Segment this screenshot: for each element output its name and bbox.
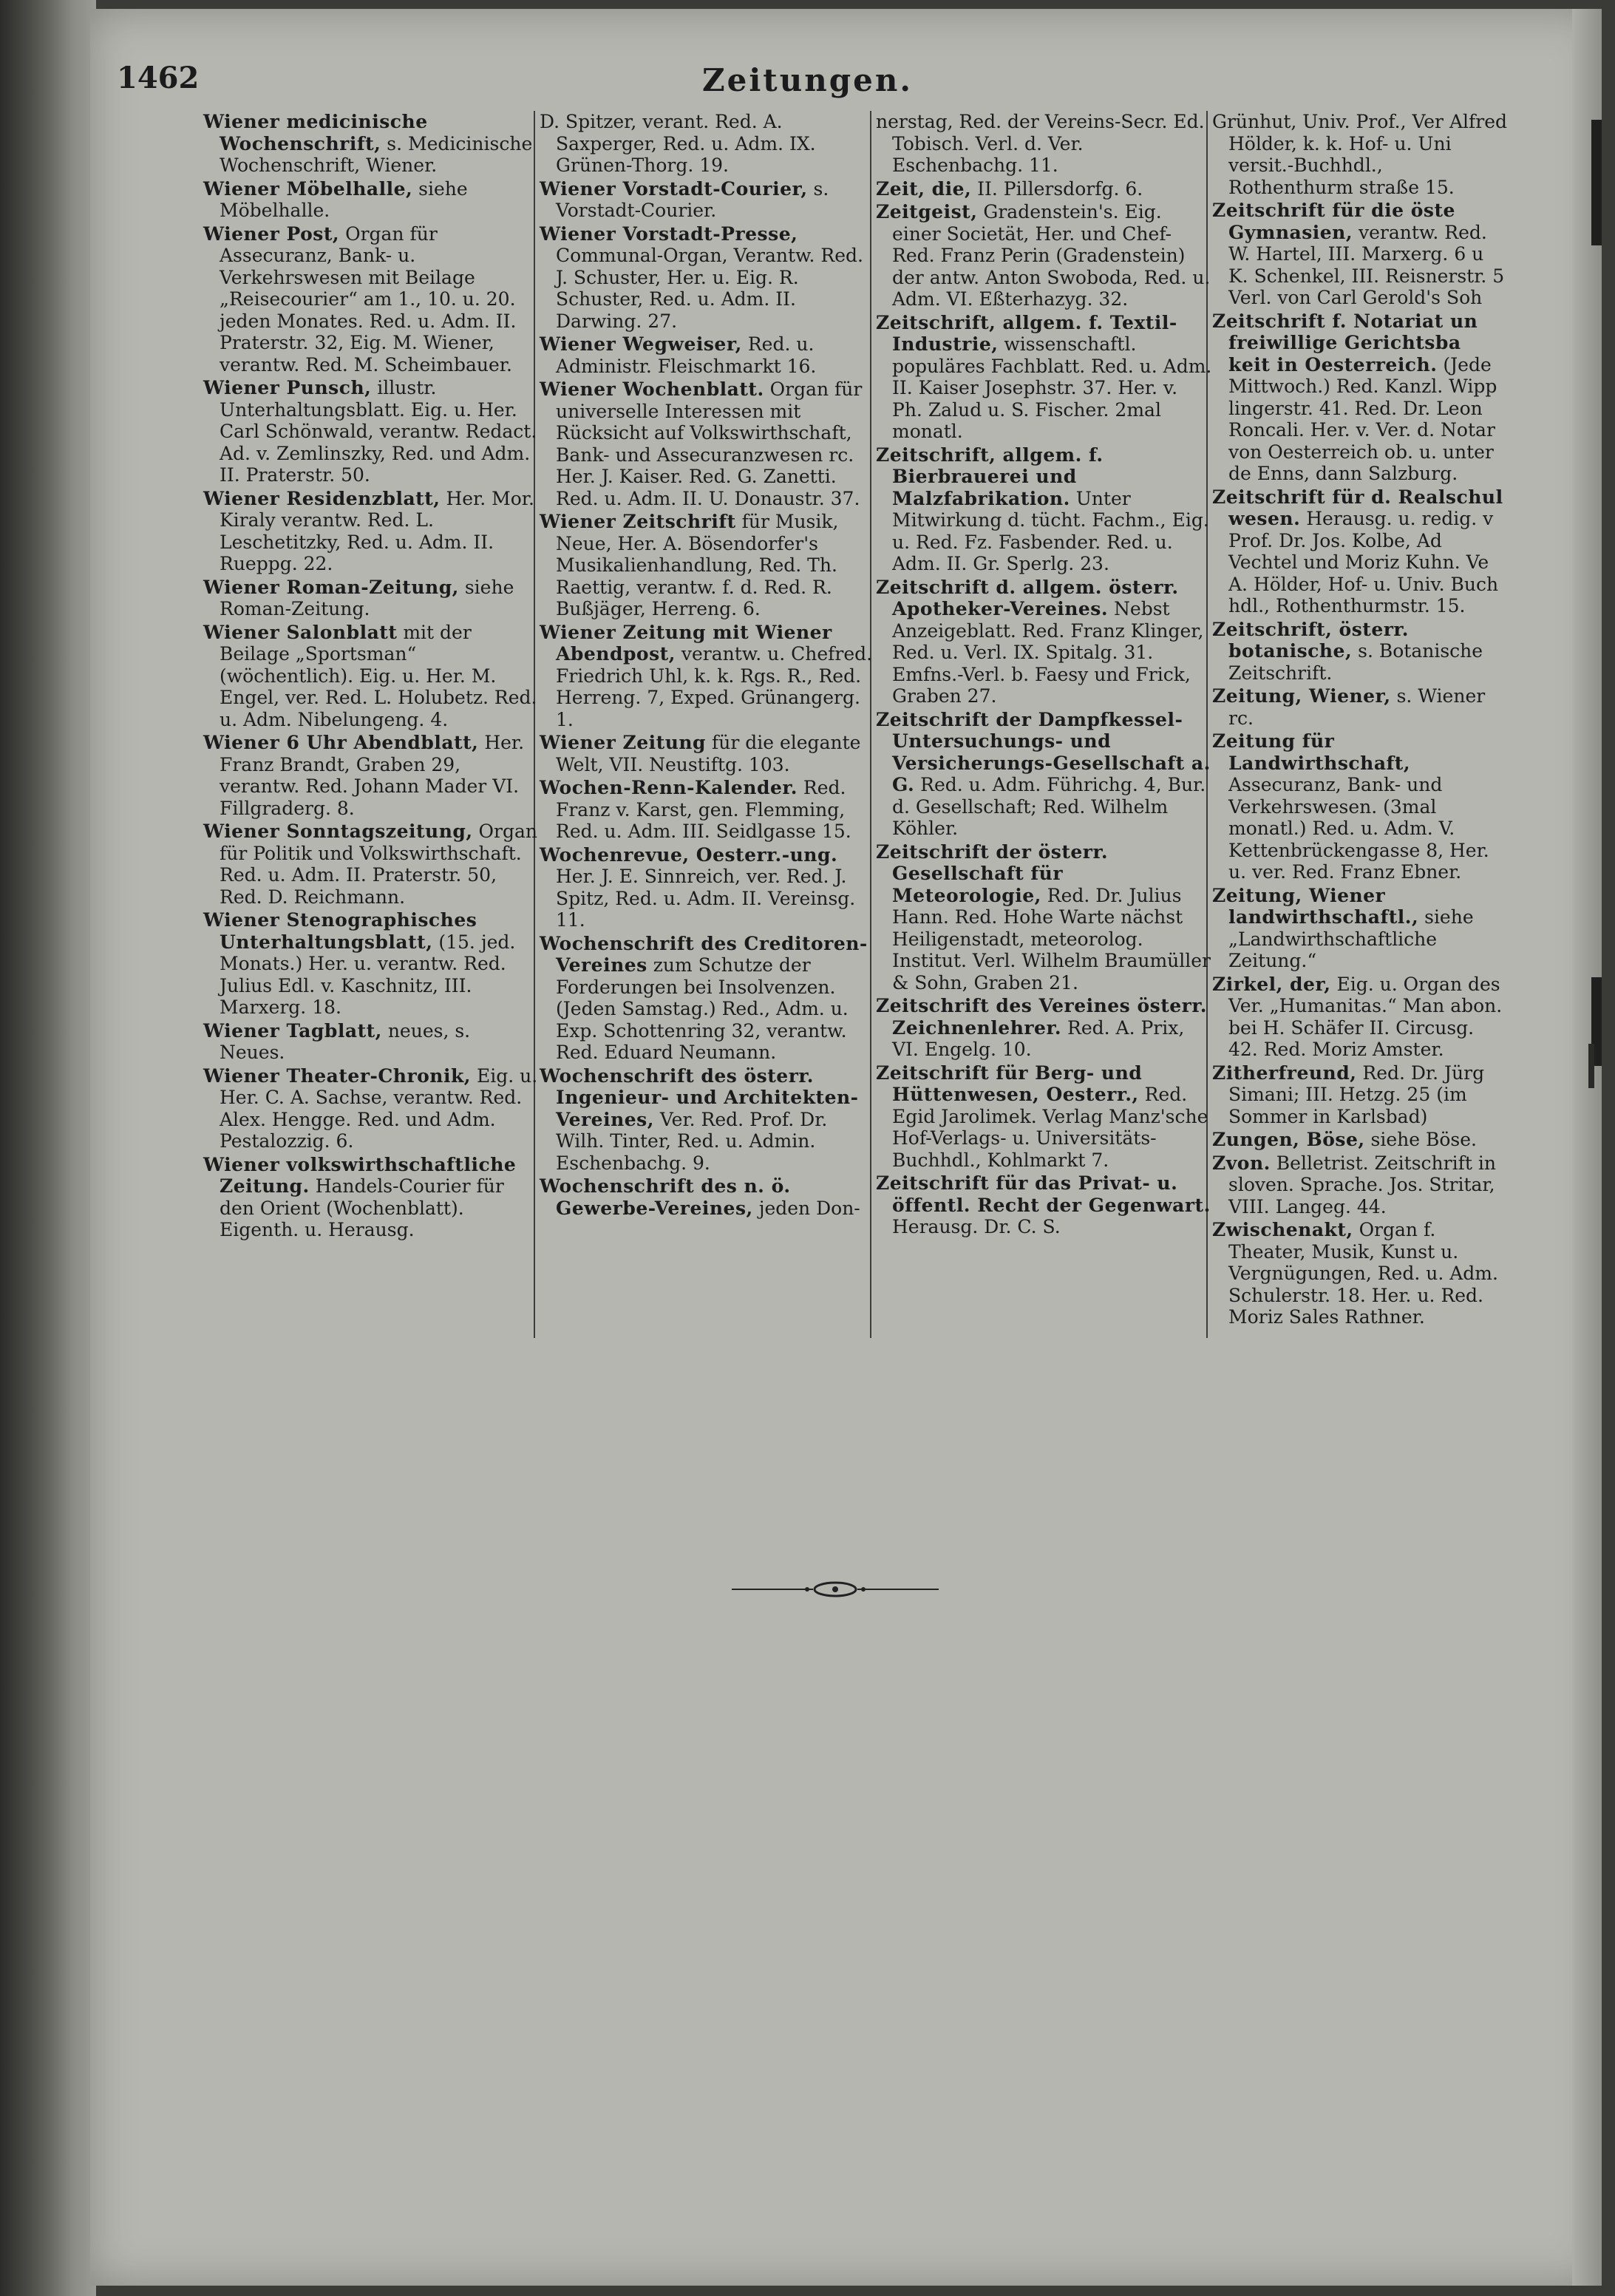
entry-headword: Wiener Vorstadt-Presse, [540, 223, 798, 245]
entry-headword: Zwischenakt, [1212, 1219, 1353, 1240]
entry-headword: Wiener Wegweiser, [540, 333, 742, 355]
directory-entry [876, 1062, 1212, 1172]
directory-entry [540, 378, 876, 509]
directory-entry [876, 841, 1212, 994]
page-number: 1462 [117, 61, 200, 95]
entry-text: siehe Böse. [1370, 1129, 1477, 1150]
entry-headword: Wochenschrift des österr. Ingenieur- und Architekten-Vereines, [540, 1064, 859, 1130]
directory-entry [203, 909, 540, 1019]
entry-text: Organ für universelle Interessen mit Rücksicht auf Volkswirthschaft, Bank- und Assecuranzwesen rc. Her. J. Kaiser. Red. G. Zanetti. Red. u. Adm. II. U. Donaustr. 37. [556, 378, 863, 509]
entry-text: II. Pillersdorfg. 6. [977, 177, 1143, 200]
entry-headword: Zeitschrift f. Notariat un freiwillige Gerichtsba keit in Oesterreich. [1212, 310, 1478, 376]
entry-text: s. Wiener rc. [1228, 685, 1486, 729]
entry-text: siehe Möbelhalle. [220, 177, 468, 221]
entry-text: Her. Mor. Kiraly verantw. Red. L. Leschetitzky, Red. u. Adm. II. Rueppg. 22. [220, 487, 534, 574]
entry-text: Red. u. Administr. Fleischmarkt 16. [556, 333, 817, 377]
directory-entry [1212, 619, 1508, 685]
entry-headword: Zeitschrift für das Privat- u. öffentl. Recht der Gegenwart. [876, 1172, 1211, 1216]
directory-entry [203, 111, 540, 177]
column-3 [876, 111, 1212, 1240]
entry-text: wissenschaftl. populäres Fachblatt. Red. u. Adm. II. Kaiser Josephstr. 37. Her. v. Ph. Zalud u. S. Fischer. 2mal monatl. [892, 333, 1212, 442]
entry-text: mit der Beilage „Sportsman“ (wöchentlich). Eig. u. Her. M. Engel, ver. Red. L. Holubetz. Red. u. Adm. Nibelungeng. 4. [220, 621, 537, 730]
directory-entry [540, 178, 876, 222]
directory-entry [1212, 885, 1508, 972]
directory-entry [1212, 1152, 1508, 1218]
entry-text: Handels-Courier für den Orient (Wochenblatt). Eigenth. u. Herausg. [220, 1175, 504, 1240]
directory-entry [540, 511, 876, 620]
entry-text: jeden Don- [758, 1197, 860, 1219]
entry-text: für die elegante Welt, VII. Neustiftg. 103. [556, 732, 861, 775]
entry-text: Assecuranz, Bank- und Verkehrswesen. (3mal monatl.) Red. u. Adm. V. Kettenbrückengasse 8, Her. u. ver. Red. Franz Ebner. [1228, 774, 1489, 883]
entry-text: Organ für Assecuranz, Bank- u. Verkehrswesen mit Beilage „Reisecourier“ am 1., 10. u. 20. jeden Monates. Red. u. Adm. II. Praterstr. 32, Eig. M. Wiener, verantw. Red. M. Scheimbauer. [220, 223, 517, 376]
directory-entry [876, 178, 1212, 200]
entry-text: Ver. Red. Prof. Dr. Wilh. Tinter, Red. u. Admin. Eschenbachg. 9. [556, 1108, 828, 1174]
entry-headword: Zeitschrift, allgem. f. Textil-Industrie, [876, 311, 1177, 355]
thumb-index-tab [1588, 1044, 1594, 1088]
directory-entry [876, 995, 1212, 1061]
directory-entry [203, 732, 540, 819]
directory-entry [1212, 1062, 1508, 1128]
directory-entry [876, 201, 1212, 310]
entry-text: verantw. u. Chefred. Friedrich Uhl, k. k. Rgs. R., Red. Herreng. 7, Exped. Grünangerg. 1. [556, 643, 873, 730]
directory-entry [1212, 974, 1508, 1061]
directory-entry [876, 577, 1212, 707]
entry-text: (15. jed. Monats.) Her. u. verantw. Red. Julius Edl. v. Kaschnitz, III. Marxerg. 18. [220, 931, 516, 1018]
book-edge [0, 0, 96, 2296]
directory-entry [203, 622, 540, 731]
entry-text: Gradenstein's. Eig. einer Societät, Her. und Chef-Red. Franz Perin (Gradenstein) der antw. Anton Swoboda, Red. u. Adm. VI. Eßterhazyg. 32. [892, 201, 1211, 310]
entry-headword: Zeit, die, [876, 177, 972, 200]
entry-headword: Wochenschrift des Creditoren-Vereines [540, 932, 868, 976]
entry-text: Unter Mitwirkung d. tücht. Fachm., Eig. u. Red. Fz. Fasbender. Red. u. Adm. II. Gr. Sperlg. 23. [892, 487, 1209, 574]
entry-headword: Zeitschrift für Berg- und Hüttenwesen, Oesterr., [876, 1062, 1143, 1105]
entry-text: D. Spitzer, verant. Red. A. Saxperger, Red. u. Adm. IX. Grünen-Thorg. 19. [540, 111, 816, 176]
directory-entry [203, 377, 540, 486]
entry-headword: Wiener 6 Uhr Abendblatt, [203, 732, 479, 753]
directory-entry [203, 1065, 540, 1152]
directory-entry [1212, 685, 1508, 729]
entry-text: Organ für Politik und Volkswirthschaft. Red. u. Adm. II. Praterstr. 50, Red. D. Reichmann. [220, 821, 537, 908]
entry-headword: Zeitung, Wiener, [1212, 685, 1391, 707]
directory-entry [540, 622, 876, 731]
entry-text: siehe Roman-Zeitung. [220, 576, 514, 619]
entry-headword: Wiener Zeitung mit Wiener Abendpost, [540, 621, 832, 665]
entry-headword: Zvon. [1212, 1152, 1271, 1174]
entry-headword: Zeitschrift für die öste Gymnasien, [1212, 200, 1455, 243]
directory-entry [203, 1020, 540, 1064]
entry-text: Organ f. Theater, Musik, Kunst u. Vergnügungen, Red. u. Adm. Schulerstr. 18. Her. u. Red. Moriz Sales Rathner. [1228, 1219, 1498, 1328]
column-1 [203, 111, 540, 1243]
entry-headword: Zeitschrift des Vereines österr. Zeichnenlehrer. [876, 995, 1207, 1039]
entry-text: Grünhut, Univ. Prof., Ver Alfred Hölder, k. k. Hof- u. Uni versit.-Buchhdl., Rothenthurm straße 15. [1212, 111, 1508, 198]
page-gutter-shadow [1572, 9, 1602, 2286]
entry-headword: Zeitschrift d. allgem. österr. Apotheker-Vereines. [876, 576, 1179, 619]
directory-entry [876, 1172, 1212, 1238]
entry-text: Her. Franz Brandt, Graben 29, verantw. Red. Johann Mader VI. Fillgraderg. 8. [220, 732, 525, 819]
directory-entry [876, 111, 1212, 177]
directory-entry [203, 223, 540, 376]
column-4 [1212, 111, 1508, 1330]
entry-text: Red. Egid Jarolimek. Verlag Manz'sche Hof-Verlags- u. Universitäts-Buchhdl., Kohlmarkt 7. [892, 1084, 1208, 1171]
entry-headword: Wiener Salonblatt [203, 621, 398, 643]
entry-text: s. Botanische Zeitschrift. [1228, 640, 1483, 684]
entry-headword: Zeitschrift für d. Realschul wesen. [1212, 486, 1503, 529]
entry-headword: Wiener Vorstadt-Courier, [540, 177, 808, 200]
entry-headword: Zitherfreund, [1212, 1062, 1357, 1084]
entry-text: Nebst Anzeigeblatt. Red. Franz Klinger, Red. u. Verl. IX. Spitalg. 31. Emfns.-Verl. b. Faesy und Frick, Graben 27. [892, 598, 1204, 707]
entry-headword: Wiener volkswirthschaftliche Zeitung. [203, 1153, 517, 1197]
directory-entry [540, 777, 876, 843]
entry-headword: Zungen, Böse, [1212, 1129, 1365, 1150]
directory-entry [203, 488, 540, 575]
directory-entry [876, 709, 1212, 840]
directory-entry [203, 821, 540, 908]
directory-entry [1212, 1219, 1508, 1328]
entry-headword: Wiener Wochenblatt. [540, 378, 764, 400]
entry-headword: Zeitung, Wiener landwirthschaftl., [1212, 884, 1419, 928]
entry-headword: Wiener Theater-Chronik, [203, 1064, 472, 1087]
directory-entry [1212, 486, 1508, 617]
directory-entry [540, 844, 876, 931]
entry-headword: Wiener Zeitung [540, 732, 707, 753]
entry-text: zum Schutze der Forderungen bei Insolvenzen. (Jeden Samstag.) Red., Adm. u. Exp. Schottenring 32, verantw. Red. Eduard Neumann. [556, 954, 849, 1063]
entry-text: verantw. Red. W. Hartel, III. Marxerg. 6 u K. Schenkel, III. Reisnerstr. 5 Verl. von Carl Gerold's Soh [1228, 221, 1505, 308]
entry-text: Red. u. Adm. Führichg. 4, Bur. d. Gesellschaft; Red. Wilhelm Köhler. [892, 774, 1206, 839]
entry-text: nerstag, Red. der Vereins-Secr. Ed. Tobisch. Verl. d. Ver. Eschenbachg. 11. [876, 111, 1205, 176]
entry-text: Herausg. Dr. C. S. [892, 1216, 1061, 1237]
entry-headword: Zeitschrift, allgem. f. Bierbrauerei und Malzfabrikation. [876, 444, 1104, 509]
entry-headword: Wiener Sonntagszeitung, [203, 821, 473, 842]
entry-headword: Zeitschrift, österr. botanische, [1212, 618, 1410, 662]
entry-text: siehe „Landwirthschaftliche Zeitung.“ [1228, 906, 1474, 971]
entry-headword: Wochen-Renn-Kalender. [540, 777, 798, 798]
entry-headword: Wiener Möbelhalle, [203, 177, 413, 200]
entry-headword: Wochenschrift des n. ö. Gewerbe-Vereines, [540, 1175, 791, 1219]
entry-headword: Wochenrevue, Oesterr.-ung. [540, 843, 838, 866]
entry-text: Red. Dr. Julius Hann. Red. Hohe Warte nächst Heiligenstadt, meteorolog. Institut. Verl. Wilhelm Braumüller & Sohn, Graben 21. [892, 884, 1211, 994]
directory-entry [1212, 111, 1508, 198]
entry-text: (Jede Mittwoch.) Red. Kanzl. Wipp lingerstr. 41. Red. Dr. Leon Roncali. Her. v. Ver. d. Notar von Oesterreich ob. u. unter de Enns, dann Salzburg. [1228, 353, 1497, 484]
entry-headword: Wiener Punsch, [203, 377, 372, 398]
directory-entry [876, 312, 1212, 443]
entry-text: s. Medicinische Wochenschrift, Wiener. [220, 132, 533, 176]
entry-text: für Musik, Neue, Her. A. Bösendorfer's Musikalienhandlung, Red. Th. Raettig, verantw. f. d. Red. R. Bußjäger, Herreng. 6. [556, 511, 839, 619]
directory-entry [203, 178, 540, 222]
entry-headword: Wiener Residenzblatt, [203, 487, 441, 509]
entry-text: illustr. Unterhaltungsblatt. Eig. u. Her. Carl Schönwald, verantw. Redact. Ad. v. Zemlinszky, Red. und Adm. II. Praterstr. 50. [220, 377, 537, 486]
entry-text: Her. J. E. Sinnreich, ver. Red. J. Spitz, Red. u. Adm. II. Vereinsg. 11. [556, 866, 856, 931]
directory-entry [540, 111, 876, 177]
entry-text: neues, s. Neues. [220, 1019, 471, 1063]
directory-entry [540, 933, 876, 1064]
directory-entry [540, 223, 876, 333]
entry-headword: Wiener Roman-Zeitung, [203, 576, 459, 598]
directory-entry [1212, 200, 1508, 309]
directory-entry [540, 1175, 876, 1219]
directory-entry [540, 1065, 876, 1175]
column-2 [540, 111, 876, 1220]
entry-headword: Zeitung für Landwirthschaft, [1212, 730, 1411, 774]
entry-text: Belletrist. Zeitschrift in sloven. Sprache. Jos. Stritar, VIII. Langeg. 44. [1228, 1152, 1496, 1217]
entry-text: Eig. u. Organ des Ver. „Humanitas.“ Man abon. bei H. Schäfer II. Circusg. 42. Red. Moriz Amster. [1228, 973, 1503, 1060]
entry-text: Red. A. Prix, VI. Engelg. 10. [892, 1016, 1185, 1060]
entry-text: Communal-Organ, Verantw. Red. J. Schuster, Her. u. Eig. R. Schuster, Red. u. Adm. II. Darwing. 27. [556, 245, 863, 332]
thumb-index-tab [1591, 120, 1602, 245]
directory-entry [203, 1154, 540, 1241]
entry-headword: Zeitschrift der österr. Gesellschaft für Meteorologie, [876, 840, 1109, 906]
entry-text: Eig. u. Her. C. A. Sachse, verantw. Red. Alex. Hengge. Red. und Adm. Pestalozzig. 6. [220, 1064, 538, 1152]
directory-entry [540, 732, 876, 775]
entry-headword: Wiener Zeitschrift [540, 511, 736, 532]
entry-headword: Wiener medicinische Wochenschrift, [203, 111, 428, 154]
entry-text: Red. Dr. Jürg Simani; III. Hetzg. 25 (im Sommer in Karlsbad) [1228, 1062, 1485, 1127]
entry-headword: Zirkel, der, [1212, 973, 1331, 995]
entry-headword: Zeitschrift der Dampfkessel-Untersuchungs- und Versicherungs-Gesellschaft a. G. [876, 708, 1211, 795]
entry-headword: Wiener Tagblatt, [203, 1019, 382, 1042]
entry-text: Herausg. u. redig. v Prof. Dr. Jos. Kolbe, Ad Vechtel und Moriz Kuhn. Ve A. Hölder, Hof- u. Univ. Buch hdl., Rothenthurmstr. 15. [1228, 508, 1499, 617]
directory-entry [1212, 310, 1508, 485]
directory-entry [540, 333, 876, 377]
entry-headword: Wiener Stenographisches Unterhaltungsblatt, [203, 909, 477, 953]
directory-entry [876, 444, 1212, 575]
directory-entry [203, 577, 540, 620]
directory-entry [1212, 730, 1508, 883]
entry-headword: Zeitgeist, [876, 201, 978, 223]
ornament-divider [732, 1575, 939, 1604]
entry-text: s. Vorstadt-Courier. [556, 177, 829, 221]
entry-headword: Wiener Post, [203, 223, 340, 245]
directory-entry [1212, 1129, 1508, 1151]
entry-text: Red. Franz v. Karst, gen. Flemming, Red. u. Adm. III. Seidlgasse 15. [556, 777, 851, 842]
running-head: Zeitungen. [701, 62, 914, 98]
